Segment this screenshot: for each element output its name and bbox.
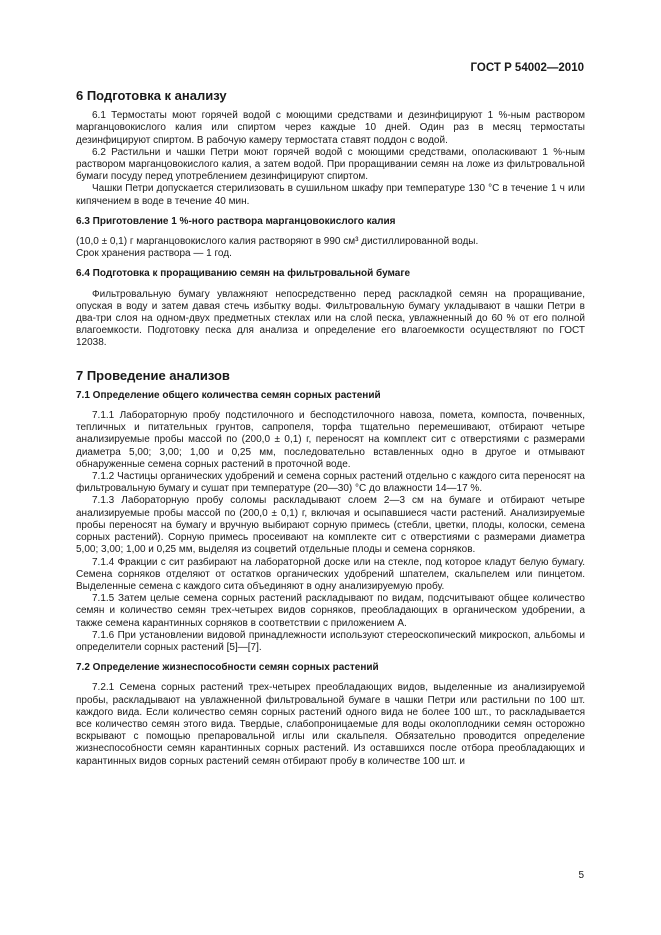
paragraph-6-1: 6.1 Термостаты моют горячей водой с моющими средствами и дезинфицируют 1 %-ным раствором марганцовокислого калия или спиртом через каждые 10 дней. Один раз в месяц термостаты дезинфицируют спиртом. В рабочую камеру термостата ставят поддон с водой. (76, 110, 585, 146)
paragraph-6-4: Фильтровальную бумагу увлажняют непосредственно перед раскладкой семян на проращивание, опуская в воду и затем давая стечь избытку воды. Фильтровальную бумагу укладывают в чашки Петри в два-три слоя на одном-двух предметных стеклах или на слой песка, увлажненный до 60 % от его полной влагоемкости. Подготовку песка для анализа и определение его влагоемкости осуществляют по ГОСТ 12038. (76, 288, 585, 349)
paragraph-7-2-1: 7.2.1 Семена сорных растений трех-четырех преобладающих видов, выделенные из анализируемой пробы, раскладывают на увлажненной фильтровальной бумаге в чашки Петри или растильни по 100 шт. каждого вида. Если количество семян сорных растений одного вида не более 100 шт., то раскладывается все количество семян этого вида. Твердые, слабопроницаемые для воды околоплодники семян осторожно вскрывают с помощью препаровальной иглы или скальпеля. Обязательно проводится определение жизнеспособности семян карантинных сорных растений. Из оставшихся после отбора преобладающих и карантинных видов сорных растений семян отбирают пробу в количестве 100 шт. и (76, 682, 585, 767)
section-6-title: 6 Подготовка к анализу (76, 88, 227, 103)
subsection-7-2-title: 7.2 Определение жизнеспособности семян сорных растений (76, 662, 379, 674)
document-id-header: ГОСТ Р 54002—2010 (470, 62, 584, 74)
paragraph-7-1-2: 7.1.2 Частицы органических удобрений и семена сорных растений отдельно с каждого сита переносят на фильтровальную бумагу и сушат при температуре (20—30) °С до влажности 14—17 %. (76, 471, 585, 495)
paragraph-7-1-1: 7.1.1 Лабораторную пробу подстилочного и бесподстилочного навоза, помета, компоста, почвенных, тепличных и питательных грунтов, сапропеля, торфа тщательно перемешивают, отбирают четыре анализируемые пробы массой по (200,0 ± 0,1) г, переносят на комплект сит с отверстиями с размерами диаметра 5,00; 3,00; 1,00 и 0,25 мм, последовательно вставленных одно в другое и отмывают обнаруженные семена сорных растений в проточной воде. (76, 410, 585, 470)
paragraph-6-3-storage: Срок хранения раствора — 1 год. (76, 248, 232, 260)
paragraph-6-3-solution: (10,0 ± 0,1) г марганцовокислого калия растворяют в 990 см³ дистиллированной воды. (76, 236, 479, 248)
subsection-6-4-title: 6.4 Подготовка к проращиванию семян на фильтровальной бумаге (76, 268, 411, 280)
page-content (76, 90, 585, 768)
paragraph-7-1-3: 7.1.3 Лабораторную пробу соломы раскладывают слоем 2—3 см на бумаге и отбирают четыре анализируемые пробы массой по (200,0 ± 0,1) г, включая и осыпавшиеся части растений. Анализируемые пробы переносят на бумагу и вручную выбирают сорную примесь (стебли, цветки, плоды, колоски, семена сорных растений). Сорную примесь просеивают на комплекте сит с отверстиями с размерами диаметра 5,00; 3,00; 1,00 и 0,25 мм, выделяя из соцветий отдельные плоды и семена сорняков. (76, 495, 585, 556)
paragraph-7-1-5: 7.1.5 Затем целые семена сорных растений раскладывают по видам, подсчитывают общее количество семян и количество семян трех-четырех видов сорняков, преобладающих в органическом удобрении, а также семена карантинных сорняков в соответствии с приложением А. (76, 593, 585, 629)
subsection-7-1-title: 7.1 Определение общего количества семян сорных растений (76, 389, 381, 401)
paragraph-7-1-4: 7.1.4 Фракции с сит разбирают на лабораторной доске или на стекле, под которое кладут белую бумагу. Семена сорняков отделяют от остатков органических удобрений шпателем, скальпелем или пинцетом. Выделенные семена с каждого сита объединяют в одну анализируемую пробу. (76, 556, 585, 592)
paragraph-6-2-sterilization: Чашки Петри допускается стерилизовать в сушильном шкафу при температуре 130 °С в течение 1 ч или кипячением в воде в течение 40 мин. (76, 183, 585, 207)
paragraph-6-2: 6.2 Растильни и чашки Петри моют горячей водой с моющими средствами, ополаскивают 1 %-ным раствором марганцовокислого калия, а затем водой. При проращивании семян на ложе из фильтровальной бумаги посуду перед употреблением дезинфицируют спиртом. (76, 146, 585, 183)
page-number: 5 (578, 870, 584, 881)
section-7-title: 7 Проведение анализов (76, 367, 230, 383)
subsection-6-3-title: 6.3 Приготовление 1 %-ного раствора марганцовокислого калия (76, 215, 396, 227)
paragraph-7-1-6: 7.1.6 При установлении видовой принадлежности используют стереоскопический микроскоп, альбомы и определители сорных растений [5]—[7]. (76, 629, 585, 653)
